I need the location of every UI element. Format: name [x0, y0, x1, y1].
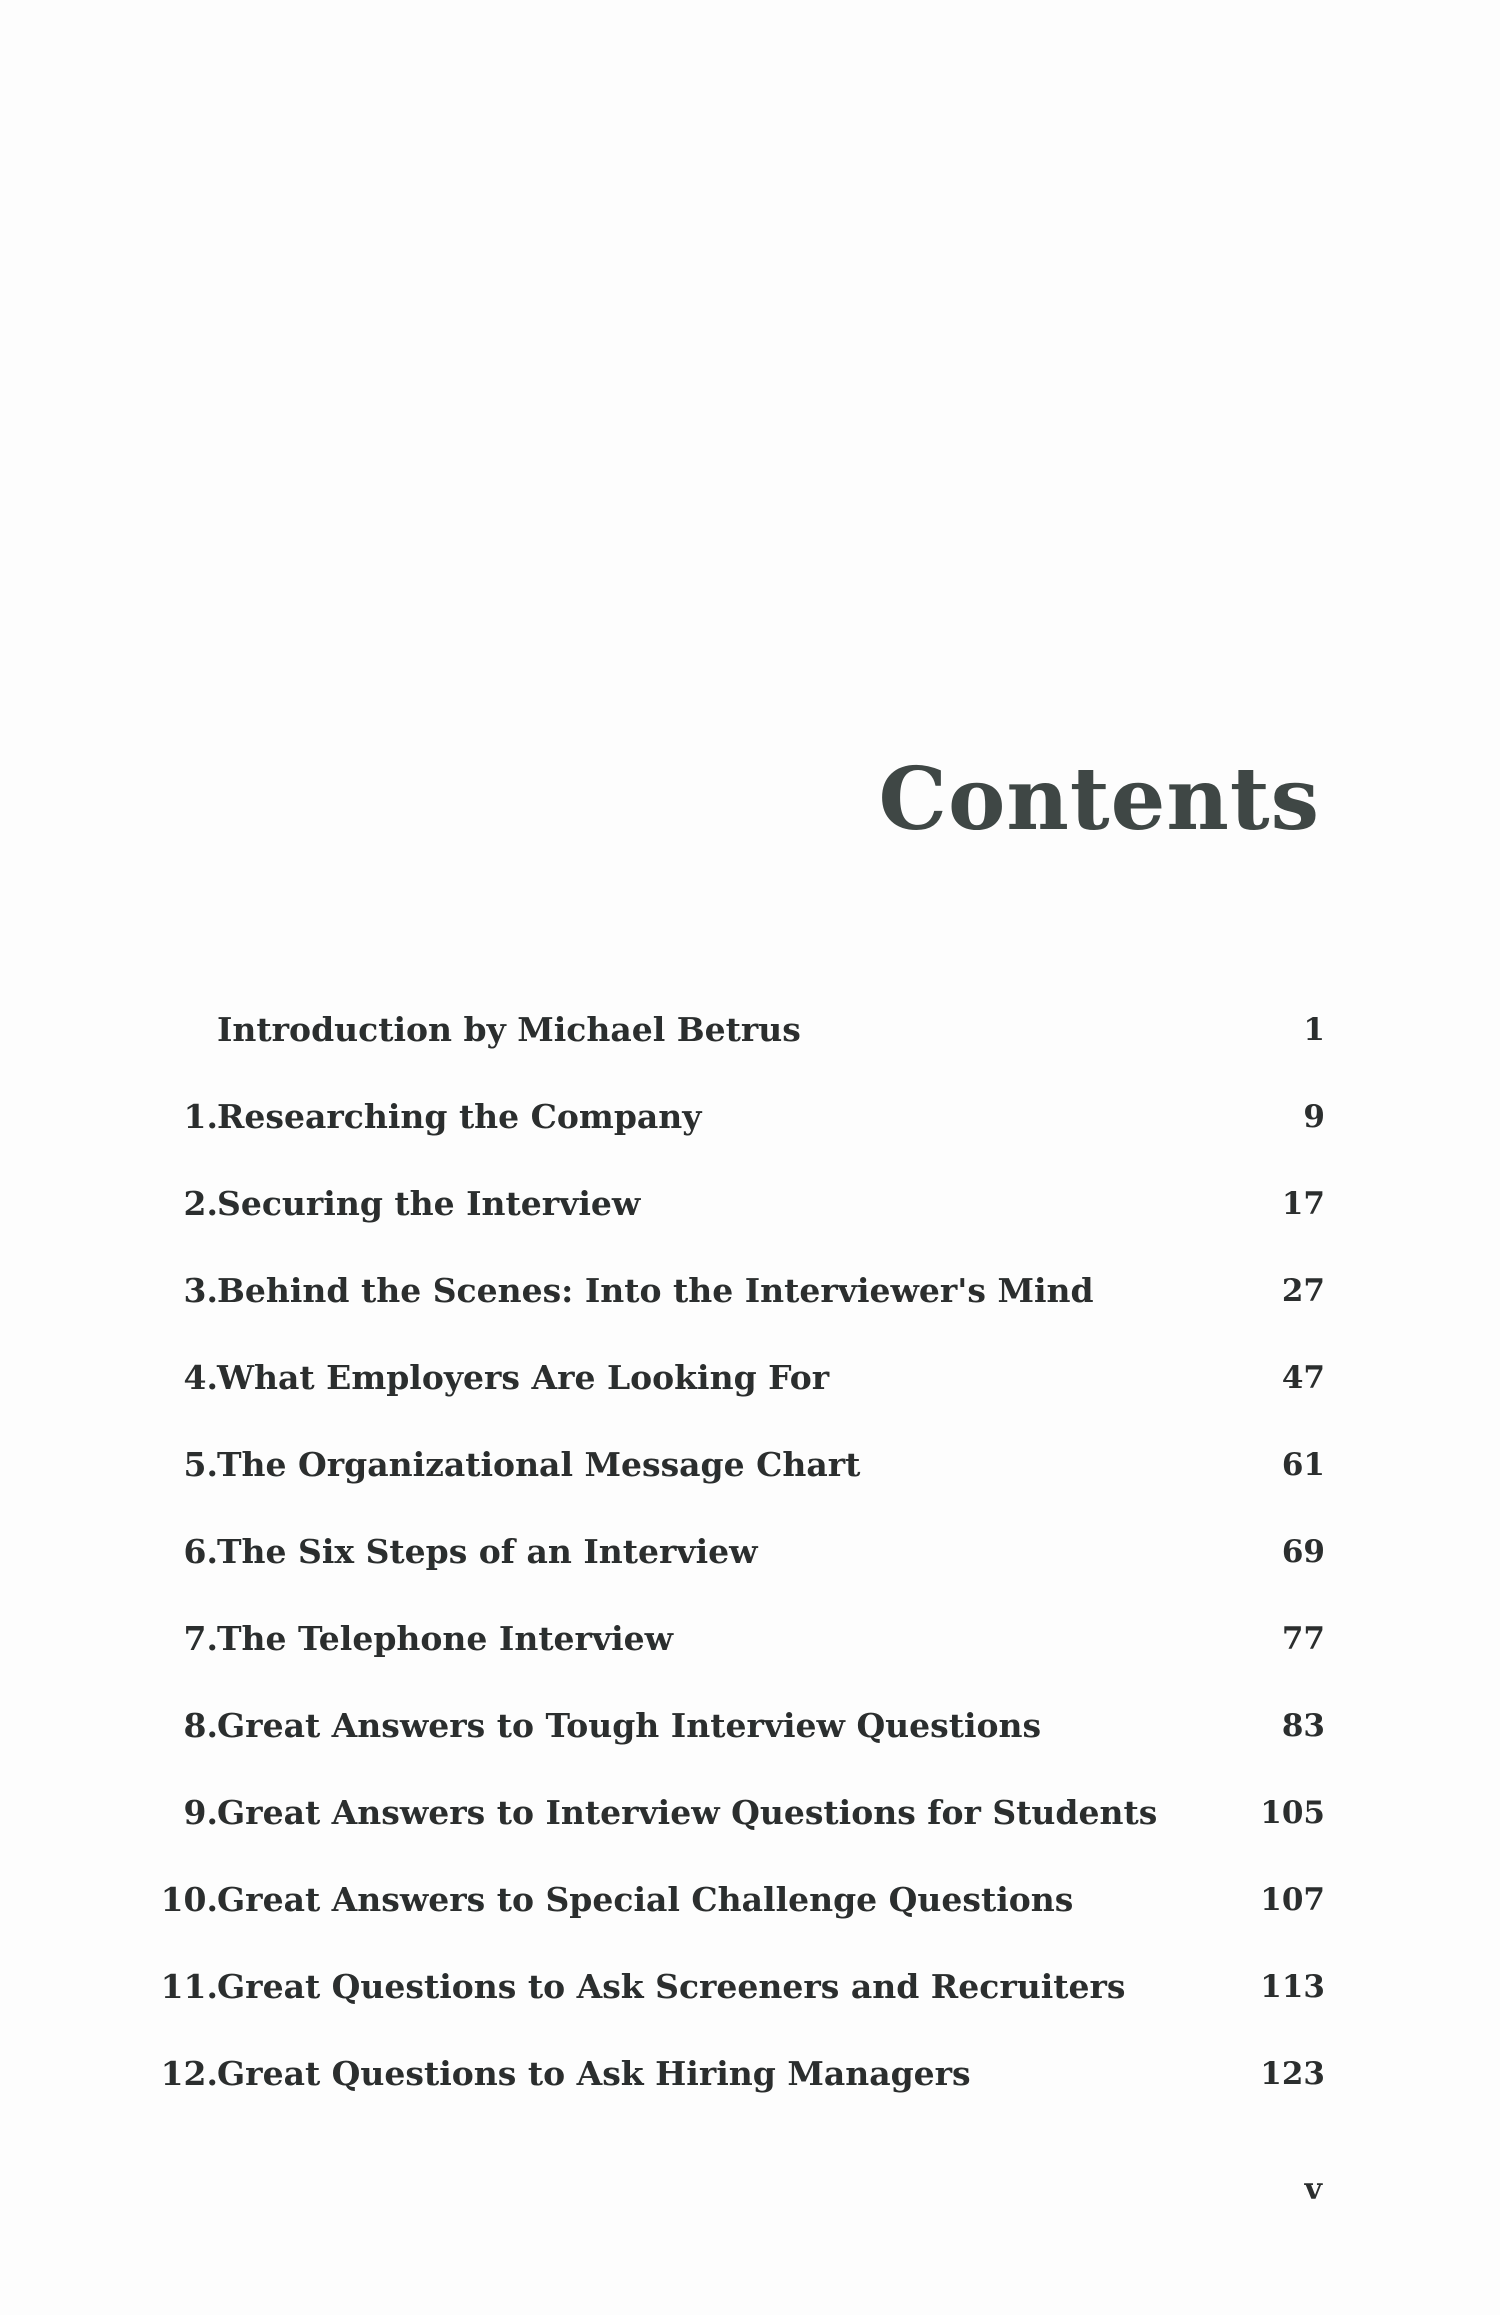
toc-entry-title: Securing the Interview [217, 1184, 641, 1223]
toc-entry-title: Great Questions to Ask Screeners and Recruiters [217, 1967, 1126, 2006]
toc-entry-number: 12. [160, 2054, 218, 2093]
toc-entry-number: 4. [183, 1358, 218, 1397]
toc-entry-number: 11. [160, 1967, 218, 2006]
toc-entry-page: 107 [1260, 1882, 1325, 1918]
toc-entry [0, 1609, 1500, 1669]
toc-entry-title: Researching the Company [217, 1097, 702, 1136]
toc-entry [0, 1696, 1500, 1756]
toc-entry-title: Great Answers to Special Challenge Questions [217, 1880, 1074, 1919]
toc-entry [0, 1261, 1500, 1321]
toc-entry-number: 10. [160, 1880, 218, 1919]
toc-entry-page: 77 [1281, 1621, 1325, 1657]
toc-entry-number: 8. [183, 1706, 218, 1745]
toc-entry-title: The Organizational Message Chart [217, 1445, 861, 1484]
toc-entry [0, 1522, 1500, 1582]
toc-entry-page: 9 [1303, 1099, 1325, 1135]
toc-entry-title: Introduction by Michael Betrus [217, 1010, 801, 1049]
toc-entry [0, 1870, 1500, 1930]
toc-entry-number: 7. [183, 1619, 218, 1658]
toc-entry [0, 1087, 1500, 1147]
toc-entry-title: What Employers Are Looking For [217, 1358, 830, 1397]
toc-entry-page: 105 [1260, 1795, 1325, 1831]
toc-entry [0, 2044, 1500, 2104]
toc-entry-number: 9. [183, 1793, 218, 1832]
page-title: Contents [878, 749, 1320, 850]
toc-entry-number: 5. [183, 1445, 218, 1484]
toc-entry-number: 3. [183, 1271, 218, 1310]
toc-entry-page: 69 [1281, 1534, 1325, 1570]
toc-entry-page: 47 [1281, 1360, 1325, 1396]
toc-entry-title: The Telephone Interview [217, 1619, 674, 1658]
toc-entry-title: Behind the Scenes: Into the Interviewer's Mind [217, 1271, 1094, 1310]
page-number: v [1304, 2172, 1322, 2207]
toc-entry-title: Great Answers to Tough Interview Questions [217, 1706, 1042, 1745]
toc-entry-number: 6. [183, 1532, 218, 1571]
toc-entry-page: 17 [1281, 1186, 1325, 1222]
toc-entry-page: 123 [1260, 2056, 1325, 2092]
toc-entry-page: 83 [1281, 1708, 1325, 1744]
toc-entry-title: Great Questions to Ask Hiring Managers [217, 2054, 971, 2093]
toc-entry-page: 1 [1303, 1012, 1325, 1048]
toc-entry-page: 27 [1281, 1273, 1325, 1309]
toc-entry [0, 1348, 1500, 1408]
toc-entry [0, 1957, 1500, 2017]
toc-entry-page: 113 [1260, 1969, 1325, 2005]
toc-entry-page: 61 [1281, 1447, 1325, 1483]
toc-entry [0, 1783, 1500, 1843]
toc-entry-title: The Six Steps of an Interview [217, 1532, 758, 1571]
toc-entry [0, 1435, 1500, 1495]
toc-entry [0, 1000, 1500, 1060]
toc-entry [0, 1174, 1500, 1234]
toc-entry-number: 2. [183, 1184, 218, 1223]
toc-entry-title: Great Answers to Interview Questions for Students [217, 1793, 1158, 1832]
toc-entry-number: 1. [183, 1097, 218, 1136]
